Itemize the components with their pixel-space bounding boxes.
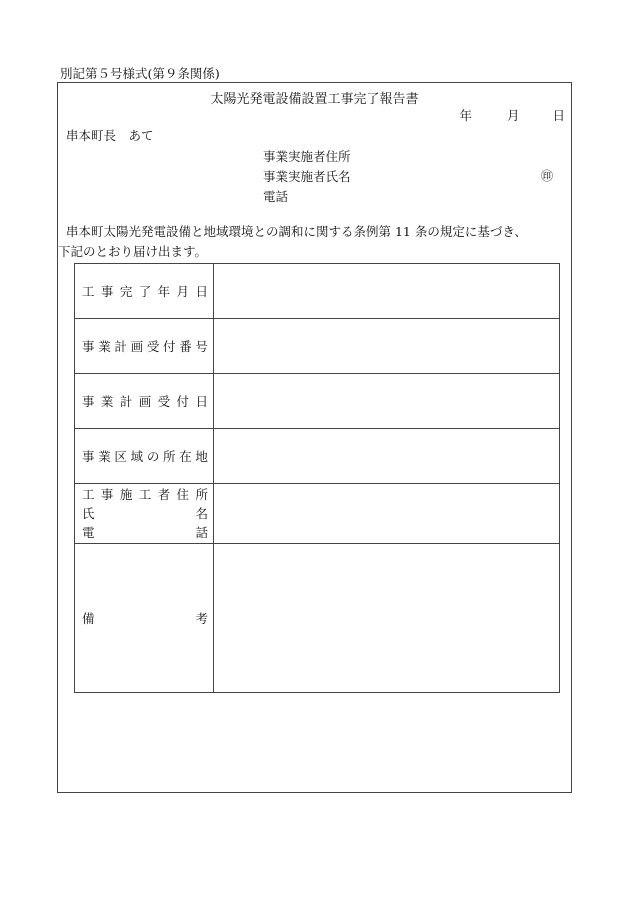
applicant-phone-label: 電話 [263,189,289,204]
body-text-line-1: 串本町太陽光発電設備と地域環境との調和に関する条例第 11 条の規定に基づき、 [66,224,527,239]
plan-receipt-date-field[interactable] [214,374,560,429]
row-label-contractor-info: 工 事 施 工 者 住 所 氏 名 電 話 [75,484,214,544]
form-number-label: 別記第５号様式(第９条関係) [60,66,220,81]
report-title: 太陽光発電設備設置工事完了報告書 [210,92,419,107]
table-row [75,374,560,429]
body-text [58,222,558,262]
date-day-label: 日 [552,108,565,123]
project-area-location-field[interactable] [214,429,560,484]
applicant-block [263,147,351,207]
table-row [75,429,560,484]
plan-receipt-number-field[interactable] [214,319,560,374]
contractor-info-field[interactable] [214,484,560,544]
table-row [75,484,560,544]
seal-mark: ㊞ [541,169,554,183]
row-label-remarks: 備 考 [75,544,214,693]
date-year-label: 年 [459,108,472,123]
applicant-address-label: 事業実施者住所 [263,149,351,164]
row-label-plan-receipt-number: 事 業 計 画 受 付 番 号 [75,319,214,374]
row-label-project-area-location: 事 業 区 域 の 所 在 地 [75,429,214,484]
body-text-line-2: 下記のとおり届け出ます。 [58,244,208,259]
applicant-name-label: 事業実施者氏名 [263,169,351,184]
remarks-field[interactable] [214,544,560,693]
completion-date-field[interactable] [214,264,560,319]
table-row [75,264,560,319]
table-row [75,544,560,693]
addressee: 串本町長 あて [66,128,154,143]
date-month-label: 月 [506,108,520,123]
date-line [459,106,565,124]
report-items-table [74,263,560,693]
table-row [75,319,560,374]
report-form-frame [57,82,572,793]
row-label-completion-date: 工 事 完 了 年 月 日 [75,264,214,319]
row-label-plan-receipt-date: 事 業 計 画 受 付 日 [75,374,214,429]
